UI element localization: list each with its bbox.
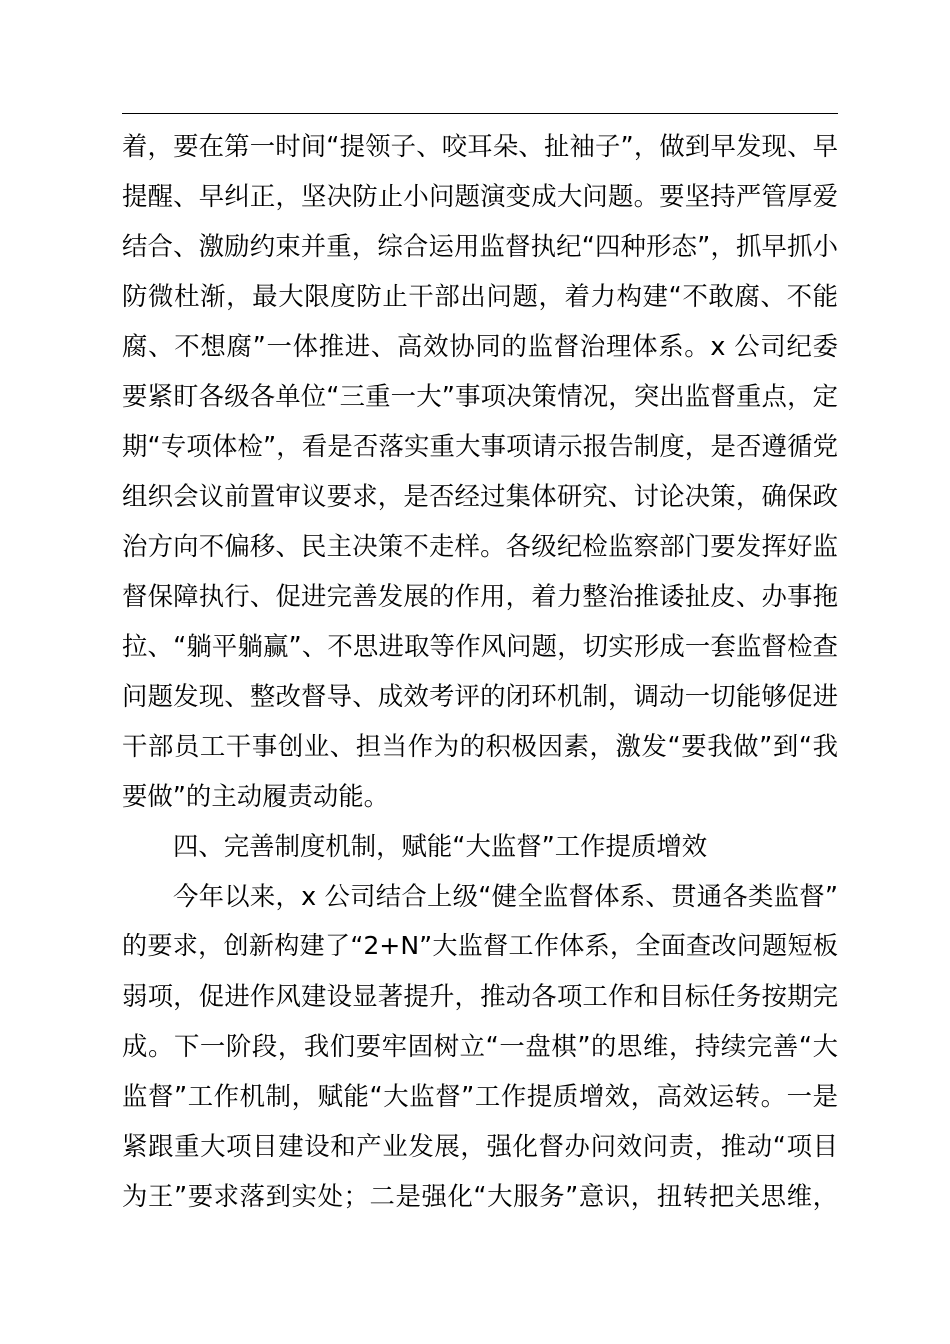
text-line: 提醒、早纠正，坚决防止小问题演变成大问题。要坚持严管厚爱: [122, 181, 838, 211]
document-body: [122, 121, 838, 1221]
text-line: 成。下一阶段，我们要牢固树立“一盘棋”的思维，持续完善“大: [122, 1031, 838, 1061]
text-line: 组织会议前置审议要求，是否经过集体研究、讨论决策，确保政: [122, 481, 838, 511]
text-line: 紧跟重大项目建设和产业发展，强化督办问效问责，推动“项目: [122, 1131, 838, 1161]
text-line: 着，要在第一时间“提领子、咬耳朵、扯袖子”，做到早发现、早: [122, 131, 838, 161]
text-line: 今年以来，x 公司结合上级“健全监督体系、贯通各类监督”: [173, 881, 838, 911]
text-line: 要做”的主动履责动能。: [122, 781, 390, 811]
text-line: 监督”工作机制，赋能“大监督”工作提质增效，高效运转。一是: [122, 1081, 838, 1111]
text-line: 的要求，创新构建了“2+N”大监督工作体系，全面查改问题短板: [122, 931, 838, 960]
text-line: 腐、不想腐”一体推进、高效协同的监督治理体系。x 公司纪委: [122, 331, 838, 361]
text-line: 督保障执行、促进完善发展的作用，着力整治推诿扯皮、办事拖: [122, 581, 838, 611]
text-line: 问题发现、整改督导、成效考评的闭环机制，调动一切能够促进: [122, 681, 838, 711]
text-line: 干部员工干事创业、担当作为的积极因素，激发“要我做”到“我: [122, 731, 838, 761]
text-line: 结合、激励约束并重，综合运用监督执纪“四种形态”，抓早抓小: [122, 231, 838, 261]
text-line: 期“专项体检”，看是否落实重大事项请示报告制度，是否遵循党: [122, 431, 838, 461]
text-line: 拉、“躺平躺赢”、不思进取等作风问题，切实形成一套监督检查: [122, 631, 838, 661]
text-line: 为王”要求落到实处；二是强化“大服务”意识，扭转把关思维，: [122, 1181, 838, 1211]
text-line: 弱项，促进作风建设显著提升，推动各项工作和目标任务按期完: [122, 981, 838, 1011]
text-line: 治方向不偏移、民主决策不走样。各级纪检监察部门要发挥好监: [122, 531, 838, 561]
text-line: 要紧盯各级各单位“三重一大”事项决策情况，突出监督重点，定: [122, 381, 838, 411]
text-line: 防微杜渐，最大限度防止干部出问题，着力构建“不敢腐、不能: [122, 281, 838, 311]
section-heading: 四、完善制度机制，赋能“大监督”工作提质增效: [173, 831, 708, 861]
header-rule: [122, 113, 838, 114]
